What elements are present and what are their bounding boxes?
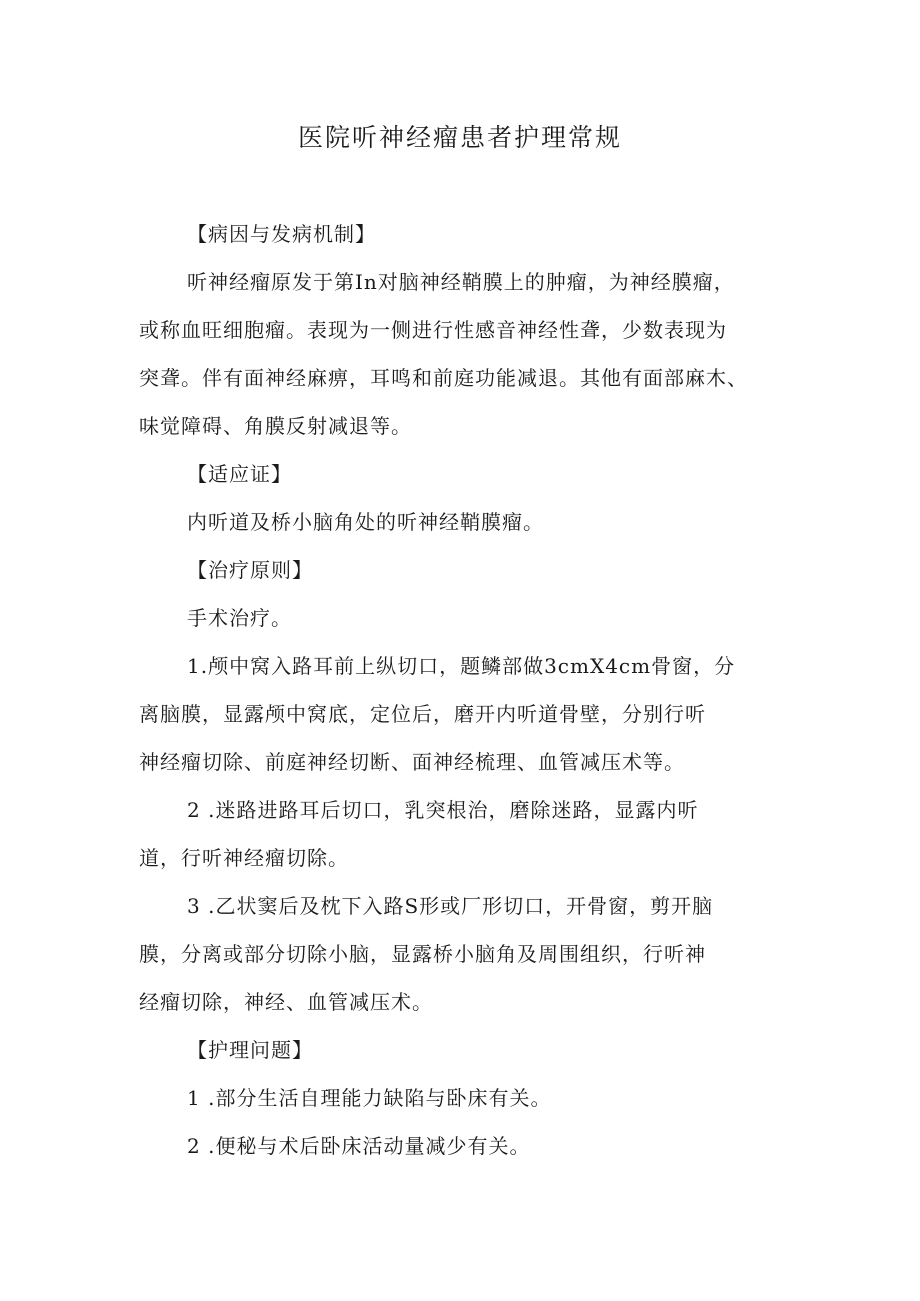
section-heading-etiology: 【病因与发病机制】 (187, 222, 376, 246)
list-item-line: 道，行听神经瘤切除。 (139, 846, 349, 870)
paragraph-line: 听神经瘤原发于第In对脑神经鞘膜上的肿瘤，为神经膜瘤， (187, 270, 735, 294)
list-item-line: 经瘤切除，神经、血管减压术。 (139, 990, 433, 1014)
paragraph-line: 手术治疗。 (187, 606, 292, 630)
list-item-line: 膜，分离或部分切除小脑，显露桥小脑角及周围组织，行听神 (139, 942, 706, 966)
section-heading-nursing-problems: 【护理问题】 (187, 1038, 313, 1062)
list-item-line: 1.颅中窝入路耳前上纵切口，题鳞部做3cmX4cm骨窗，分 (187, 654, 736, 678)
paragraph-line: 突聋。伴有面神经麻痹，耳鸣和前庭功能减退。其他有面部麻木、 (139, 366, 748, 390)
list-item-line: 3 .乙状窦后及枕下入路S形或厂形切口，开骨窗，剪开脑 (187, 894, 714, 918)
section-heading-treatment: 【治疗原则】 (187, 558, 313, 582)
section-heading-indications: 【适应证】 (187, 462, 292, 486)
list-item-line: 离脑膜，显露颅中窝底，定位后，磨开内听道骨壁，分别行听 (139, 702, 706, 726)
paragraph-line: 内听道及桥小脑角处的听神经鞘膜瘤。 (187, 510, 544, 534)
list-item-line: 2 .迷路进路耳后切口，乳突根治，磨除迷路，显露内听 (187, 798, 699, 822)
list-item-line: 神经瘤切除、前庭神经切断、面神经梳理、血管减压术等。 (139, 750, 685, 774)
paragraph-line: 或称血旺细胞瘤。表现为一侧进行性感音神经性聋，少数表现为 (139, 318, 727, 342)
paragraph-line: 味觉障碍、角膜反射减退等。 (139, 414, 412, 438)
list-item-line: 2 .便秘与术后卧床活动量减少有关。 (187, 1134, 531, 1158)
document-body (139, 210, 799, 1170)
document-title: 医院听神经瘤患者护理常规 (297, 123, 622, 152)
list-item-line: 1 .部分生活自理能力缺陷与卧床有关。 (187, 1086, 552, 1110)
